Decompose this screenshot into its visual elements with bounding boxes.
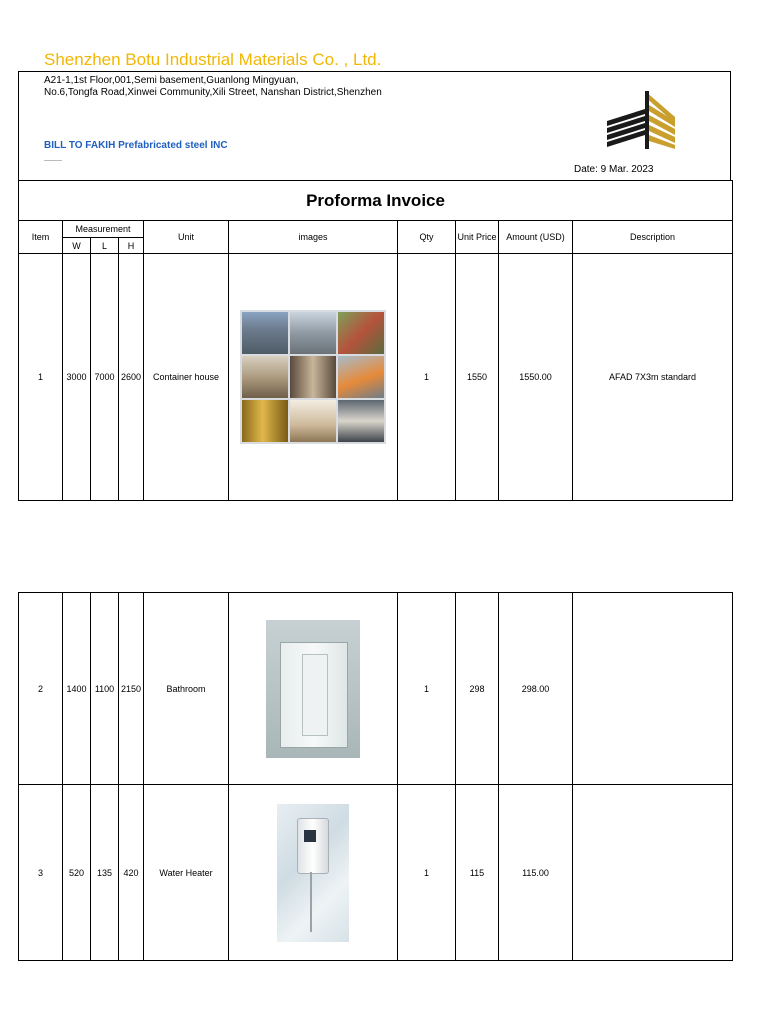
table-row <box>19 593 733 785</box>
header-h: H <box>119 238 144 254</box>
cell-l: 135 <box>91 785 119 961</box>
heater-body <box>297 818 329 874</box>
company-name: Shenzhen Botu Industrial Materials Co. , Ltd. <box>44 50 382 69</box>
divider <box>44 160 62 161</box>
photo <box>338 356 384 398</box>
cell-h: 2150 <box>119 593 144 785</box>
header-qty: Qty <box>398 221 456 254</box>
header-item: Item <box>19 221 63 254</box>
photo <box>242 400 288 442</box>
photo <box>242 312 288 354</box>
heater-pipe <box>310 872 312 932</box>
header-unit-price: Unit Price <box>456 221 499 254</box>
cell-l: 7000 <box>91 254 119 501</box>
company-address <box>44 75 382 99</box>
cell-qty: 1 <box>398 254 456 501</box>
bathroom-photo <box>266 620 360 758</box>
photo <box>290 312 336 354</box>
heater-display <box>304 830 316 842</box>
address-line-1: A21-1,1st Floor,001,Semi basement,Guanlong Mingyuan, <box>44 75 299 86</box>
container-house-photo-collage <box>240 310 386 444</box>
address-line-2: No.6,Tongfa Road,Xinwei Community,Xili Street, Nanshan District,Shenzhen <box>44 87 382 98</box>
cell-w: 1400 <box>63 593 91 785</box>
cell-unit-price: 115 <box>456 785 499 961</box>
cell-item: 3 <box>19 785 63 961</box>
photo <box>338 400 384 442</box>
photo <box>290 400 336 442</box>
cell-unit-price: 298 <box>456 593 499 785</box>
cell-description <box>573 593 733 785</box>
header-w: W <box>63 238 91 254</box>
cell-qty: 1 <box>398 785 456 961</box>
header-amount: Amount (USD) <box>499 221 573 254</box>
cell-item: 2 <box>19 593 63 785</box>
invoice-header <box>18 71 731 180</box>
cell-w: 3000 <box>63 254 91 501</box>
header-measurement: Measurement <box>63 221 144 238</box>
header-unit: Unit <box>144 221 229 254</box>
photo <box>242 356 288 398</box>
cell-image <box>229 593 398 785</box>
cell-image <box>229 785 398 961</box>
cell-item: 1 <box>19 254 63 501</box>
header-l: L <box>91 238 119 254</box>
header-images: images <box>229 221 398 254</box>
cell-description: AFAD 7X3m standard <box>573 254 733 501</box>
invoice-table <box>18 180 733 501</box>
invoice-table-continued <box>18 592 733 961</box>
cabin-door <box>302 654 328 736</box>
header-description: Description <box>573 221 733 254</box>
building-logo-icon <box>605 87 677 153</box>
table-row <box>19 254 733 501</box>
cell-h: 2600 <box>119 254 144 501</box>
cell-unit: Bathroom <box>144 593 229 785</box>
cell-image <box>229 254 398 501</box>
cell-amount: 1550.00 <box>499 254 573 501</box>
cell-amount: 298.00 <box>499 593 573 785</box>
cell-qty: 1 <box>398 593 456 785</box>
photo <box>338 312 384 354</box>
cell-unit: Water Heater <box>144 785 229 961</box>
cell-description <box>573 785 733 961</box>
water-heater-photo <box>277 804 349 942</box>
cell-unit-price: 1550 <box>456 254 499 501</box>
bill-to: BILL TO FAKIH Prefabricated steel INC <box>44 140 228 151</box>
invoice-title: Proforma Invoice <box>19 181 733 221</box>
photo <box>290 356 336 398</box>
cell-h: 420 <box>119 785 144 961</box>
cell-unit: Container house <box>144 254 229 501</box>
cell-amount: 115.00 <box>499 785 573 961</box>
table-row <box>19 785 733 961</box>
invoice-date: Date: 9 Mar. 2023 <box>574 164 654 175</box>
cell-w: 520 <box>63 785 91 961</box>
cell-l: 1100 <box>91 593 119 785</box>
